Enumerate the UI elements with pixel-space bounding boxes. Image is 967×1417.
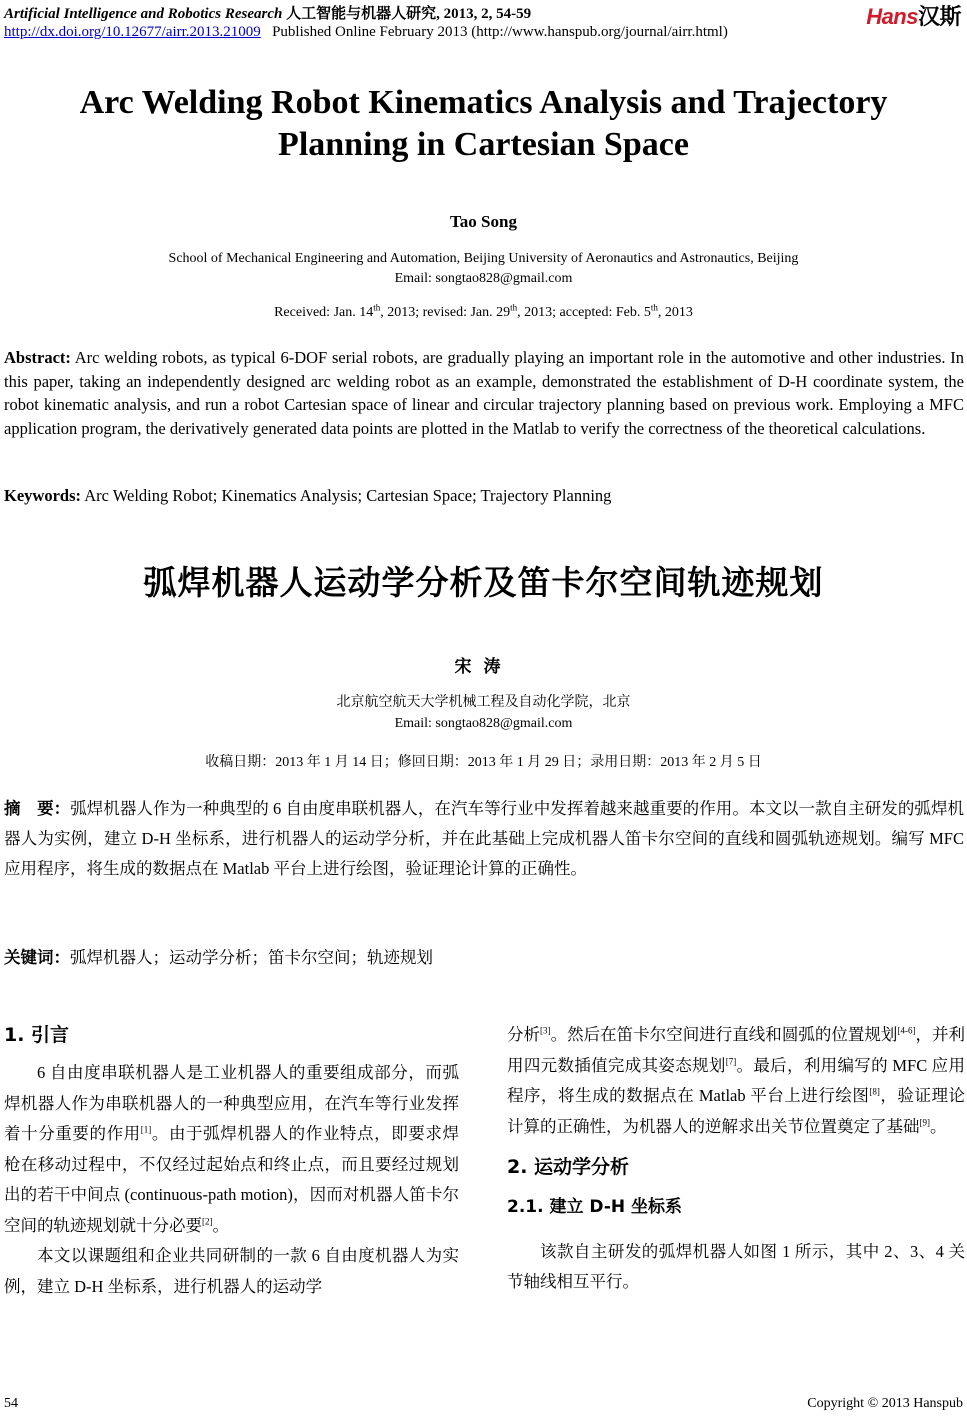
citation-9: [9] [919, 1117, 930, 1127]
keywords-cn [4, 944, 964, 968]
journal-header [4, 2, 531, 23]
title-en-line-2: Planning in Cartesian Space [278, 126, 689, 163]
left-column [4, 1020, 459, 1302]
abstract-cn-label: 摘 要： [4, 799, 71, 818]
keywords-cn-text: 弧焊机器人；运动学分析；笛卡尔空间；轨迹规划 [70, 948, 433, 967]
rc-text-5: ，验证理论计算的正确性，为机器人的逆解求出关节位置奠定了基础 [507, 1086, 965, 1136]
citation-4-6: [4-6] [897, 1025, 916, 1036]
received-dates-cn: 收稿日期：2013 年 1 月 14 日；修回日期：2013 年 1 月 29 日；录用日期：2013 年 2 月 5 日 [205, 755, 762, 770]
copyright: Copyright © 2013 Hanspub [807, 1396, 963, 1411]
section-1-heading: 1. 引言 [4, 1024, 70, 1046]
section-2-1-heading: 2.1. 建立 D-H 坐标系 [507, 1197, 683, 1217]
author-en: Tao Song [450, 212, 517, 231]
affiliation-cn-text: 北京航空航天大学机械工程及自动化学院，北京 [336, 695, 631, 710]
abstract-cn [4, 794, 964, 884]
dh-paragraph: 该款自主研发的弧焊机器人如图 1 所示，其中 2、3、4 关节轴线相互平行。 [507, 1241, 965, 1291]
intro-paragraph-2: 本文以课题组和企业共同研制的一款 6 自由度机器人为实例，建立 D-H 坐标系，进行机器人的运动学 [4, 1246, 459, 1296]
received-text: Received: Jan. 14 [274, 305, 374, 320]
rc-text-2: 。然后在笛卡尔空间进行直线和圆弧的位置规划 [550, 1025, 898, 1044]
affiliation-en [0, 249, 967, 289]
keywords-en [4, 486, 964, 506]
hanspub-logo [866, 0, 961, 31]
citation-7: [7] [725, 1056, 737, 1066]
journal-volume: , 2013, 2, 54-59 [436, 6, 532, 22]
intro-p1-text-2: 。由于弧焊机器人的作业特点，即要求焊枪在移动过程中，不仅经过起始点和终止点，而且要经过规划出的若干中间点 (continuous-path motion)，因而对机器人笛卡尔空间的轨迹规划就十分必要 [4, 1124, 460, 1235]
journal-name-cn: 人工智能与机器人研究 [286, 6, 437, 22]
title-en-line-1: Arc Welding Robot Kinematics Analysis and Trajectory [79, 84, 888, 121]
doi-line [4, 24, 728, 41]
section-2-heading: 2. 运动学分析 [507, 1156, 630, 1178]
published-online: Published Online February 2013 (http://www.hanspub.org/journal/airr.html) [272, 24, 728, 40]
paper-title-en [0, 82, 967, 166]
paper-title-cn: 弧焊机器人运动学分析及笛卡尔空间轨迹规划 [143, 563, 824, 602]
right-column [507, 1020, 965, 1298]
intro-paragraph-1 [4, 1058, 459, 1241]
citation-1: [1] [140, 1124, 152, 1135]
logo-cn: 汉斯 [917, 4, 961, 29]
email-cn: Email: songtao828@gmail.com [394, 716, 573, 731]
journal-name-en: Artificial Intelligence and Robotics Research [4, 6, 283, 22]
intro-p1-end: 。 [212, 1215, 229, 1235]
sup-th: th [510, 302, 518, 313]
abstract-label: Abstract: [4, 348, 71, 367]
keywords-label: Keywords: [4, 486, 81, 505]
citation-3: [3] [540, 1025, 551, 1036]
rc-text-4: 。最后，利用编写的 MFC 应用程序，将生成的数据点在 Matlab 平台上进行绘图 [507, 1055, 966, 1105]
accepted-text: , 2013; accepted: Feb. 5 [517, 305, 651, 320]
keywords-text: Arc Welding Robot; Kinematics Analysis; Cartesian Space; Trajectory Planning [81, 486, 612, 505]
year-text: , 2013 [657, 305, 693, 320]
rc-text-6: 。 [930, 1116, 947, 1136]
logo-text: Hans [866, 4, 918, 29]
intro-paragraph-2-cont [507, 1020, 965, 1142]
rc-text-1: 分析 [507, 1025, 541, 1044]
affiliation-en-text: School of Mechanical Engineering and Automation, Beijing University of Aeronautics and Astronautics, Beijing [168, 251, 799, 266]
affiliation-cn [0, 692, 967, 734]
author-cn: 宋涛 [454, 657, 513, 676]
abstract-text: Arc welding robots, as typical 6-DOF serial robots, are gradually playing an important role in the automotive and other industries. In this paper, taking an independently designed arc welding robot as an example, demonstrated the establishment of D-H coordinate system, the robot kinematic analysis, and run a robot Cartesian space of linear and circular trajectory planning based on previous work. Employing a MFC application program, the derivatively generated data points are plotted in the Matlab to verify the correctness of the theoretical calculations. [4, 348, 964, 438]
citation-2: [2] [202, 1216, 213, 1226]
intro-p1-text: 6 自由度串联机器人是工业机器人的重要组成部分，而弧焊机器人作为串联机器人的一种典型应用，在汽车等行业发挥着十分重要的作用 [4, 1063, 459, 1143]
revised-text: , 2013; revised: Jan. 29 [380, 305, 511, 320]
rc-text-3: ，并利用四元数插值完成其姿态规划 [507, 1025, 966, 1075]
abstract-cn-text: 弧焊机器人作为一种典型的 6 自由度串联机器人，在汽车等行业中发挥着越来越重要的作用。本文以一款自主研发的弧焊机器人为实例，建立 D-H 坐标系，进行机器人的运动学分析，并在此基础上完成机器人笛卡尔空间的直线和圆弧轨迹规划。编写 MFC 应用程序，将生成的数据点在 Matlab 平台上进行绘图，验证理论计算的正确性。 [4, 799, 965, 878]
sup-th: th [650, 302, 658, 313]
received-dates-en [0, 302, 967, 321]
abstract-en [4, 346, 964, 440]
keywords-cn-label: 关键词： [4, 948, 70, 967]
page-number: 54 [4, 1396, 18, 1411]
email-en: Email: songtao828@gmail.com [394, 271, 573, 286]
doi-link[interactable]: http://dx.doi.org/10.12677/airr.2013.21009 [4, 24, 261, 40]
sup-th: th [373, 302, 381, 313]
citation-8: [8] [869, 1086, 880, 1097]
